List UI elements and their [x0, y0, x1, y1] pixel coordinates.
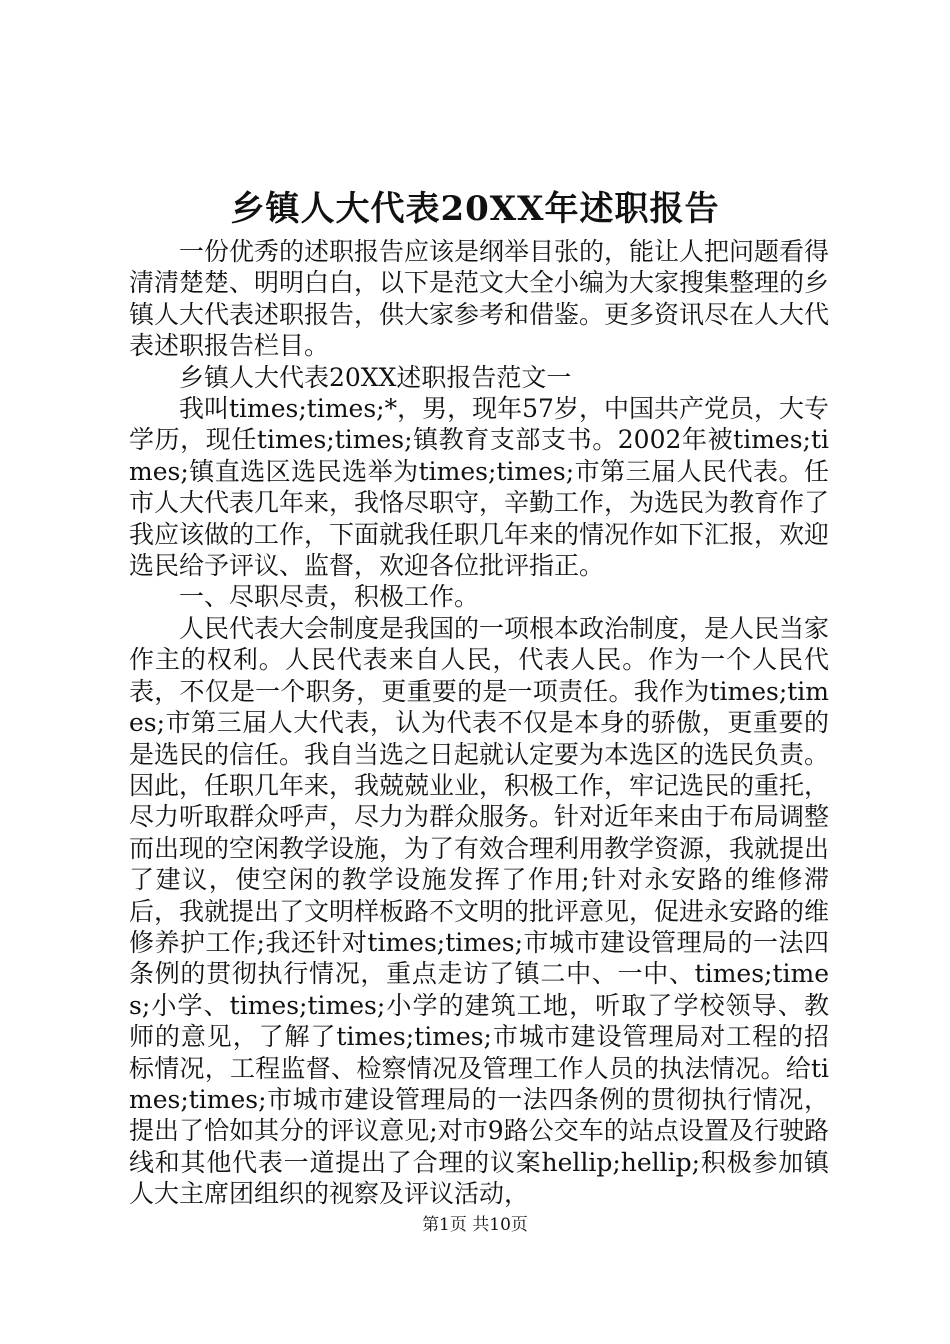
self-introduction-paragraph: 我叫times;times;*，男，现年57岁，中国共产党员，大专学历，现任times;times;镇教育支部支书。2002年被times;times;镇直选区选民选举为times;times;市第三届人民代表。任市人大代表几年来，我恪尽职守，辛勤工作，为选民为教育作了我应该做的工作，下面就我任职几年来的情况作如下汇报，欢迎选民给予评议、监督，欢迎各位批评指正。	[129, 394, 830, 581]
intro-paragraph: 一份优秀的述职报告应该是纲举目张的，能让人把问题看得清清楚楚、明明白白，以下是范文大全小编为大家搜集整理的乡镇人大代表述职报告，供大家参考和借鉴。更多资讯尽在人大代表述职报告栏目。	[129, 237, 830, 361]
page-number-footer: 第1页 共10页	[422, 1215, 528, 1235]
document-body	[129, 236, 829, 1210]
section-heading-sample-one: 乡镇人大代表20XX述职报告范文一	[179, 362, 572, 392]
section-heading-duty: 一、尽职尽责，积极工作。	[179, 582, 480, 612]
document-title: 乡镇人大代表20XX年述职报告	[230, 189, 720, 229]
duty-details-paragraph: 人民代表大会制度是我国的一项根本政治制度，是人民当家作主的权利。人民代表来自人民，代表人民。作为一个人民代表，不仅是一个职务，更重要的是一项责任。我作为times;times;市第三届人大代表，认为代表不仅是本身的骄傲，更重要的是选民的信任。我自当选之日起就认定要为本选区的选民负责。因此，任职几年来，我兢兢业业，积极工作，牢记选民的重托，尽力听取群众呼声，尽力为群众服务。针对近年来由于布局调整而出现的空闲教学设施，为了有效合理利用教学资源，我就提出了建议，使空闲的教学设施发挥了作用;针对永安路的维修滞后，我就提出了文明样板路不文明的批评意见，促进永安路的维修养护工作;我还针对times;times;市城市建设管理局的一法四条例的贯彻执行情况，重点走访了镇二中、一中、times;times;小学、times;times;小学的建筑工地，听取了学校领导、教师的意见，了解了times;times;市城市建设管理局对工程的招标情况，工程监督、检察情况及管理工作人员的执法情况。给times;times;市城市建设管理局的一法四条例的贯彻执行情况，提出了恰如其分的评议意见;对市9路公交车的站点设置及行驶路线和其他代表一道提出了合理的议案hellip;hellip;积极参加镇人大主席团组织的视察及评议活动，	[129, 613, 830, 1209]
